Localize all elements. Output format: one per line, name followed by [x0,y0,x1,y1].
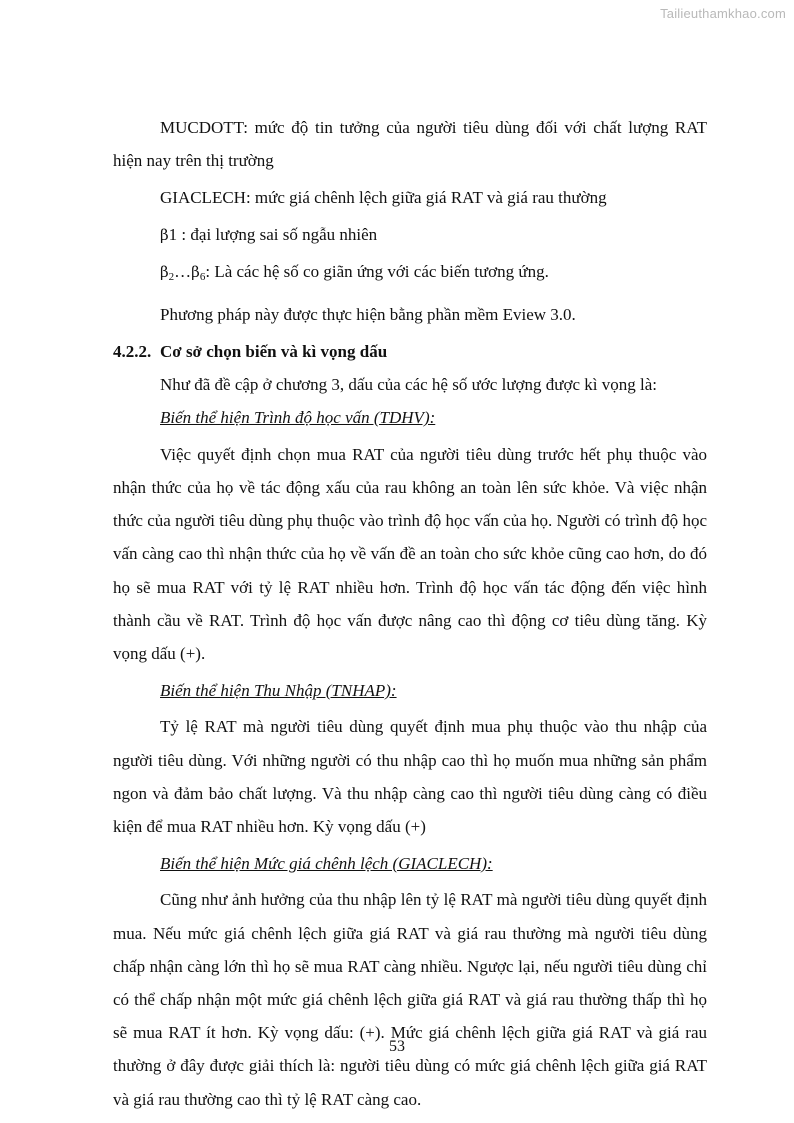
variable-heading-giaclech: Biến thể hiện Mức giá chênh lệch (GIACLECH): [160,853,493,873]
mucdott-definition: MUCDOTT: mức độ tin tưởng của người tiêu dùng đối với chất lượng RAT hiện nay trên thị trường [113,118,707,171]
variable-heading-tdhv: Biến thể hiện Trình độ học vấn (TDHV): [160,408,436,428]
giaclech-definition: GIACLECH: mức giá chênh lệch giữa giá RAT và giá rau thường [160,187,607,207]
beta-symbol: β [160,263,169,282]
section-intro: Như đã đề cập ở chương 3, dấu của các hệ số ước lượng được kì vọng là: [160,374,657,394]
beta2-6-text: : Là các hệ số co giãn ứng với các biến tương ứng. [205,262,549,282]
section-title: Cơ sở chọn biến và kì vọng dấu [160,341,388,361]
beta-subscript-6: 6 [199,271,206,284]
method-note: Phương pháp này được thực hiện bằng phần mềm Eview 3.0. [160,305,576,325]
variable-body-giaclech: Cũng như ảnh hưởng của thu nhập lên tỷ lệ RAT mà người tiêu dùng quyết định mua. Nếu mức giá chênh lệch giữa giá RAT và giá rau thường mà người tiêu dùng chấp nhận càng lớn thì họ sẽ mua RAT càng nhiều. Ngược lại, nếu người tiêu dùng chỉ có thể chấp nhận một mức giá chênh lệch giữa giá RAT và giá rau thường thấp thì họ sẽ mua RAT ít hơn. Kỳ vọng dấu: (+). Mức giá chênh lệch giữa giá RAT và giá rau thường ở đây được giải thích là: người tiêu dùng có mức giá chênh lệch giữa giá RAT và giá rau thường cao thì tỷ lệ RAT càng cao. [113,890,707,1109]
section-heading [113,335,707,368]
page-number: 53 [389,1038,405,1055]
variable-body-tnhap: Tỷ lệ RAT mà người tiêu dùng quyết định mua phụ thuộc vào thu nhập của người tiêu dùng. Với những người có thu nhập cao thì họ muốn mua những sản phẩm ngon và đảm bảo chất lượng. Và thu nhập càng cao thì người tiêu dùng càng có điều kiện để mua RAT nhiều hơn. Kỳ vọng dấu (+) [113,717,707,837]
beta2-6-definition [113,255,707,294]
beta1-text: 1 : đại lượng sai số ngẫu nhiên [168,224,378,244]
section-number: 4.2.2. [113,341,152,361]
variable-heading-tnhap: Biến thể hiện Thu Nhập (TNHAP): [160,680,397,700]
beta-subscript-2: 2 [168,271,175,284]
beta1-definition [113,218,707,252]
ellipsis: … [174,262,192,282]
watermark: Tailieuthamkhao.com [660,6,786,21]
page-body [113,111,707,1116]
variable-body-tdhv: Việc quyết định chọn mua RAT của người tiêu dùng trước hết phụ thuộc vào nhận thức của họ về tác động xấu của rau không an toàn lên sức khỏe. Và việc nhận thức của người tiêu dùng phụ thuộc vào trình độ học vấn của họ. Người có trình độ học vấn càng cao thì nhận thức của họ về vấn đề an toàn cho sức khỏe cũng cao hơn, do đó họ sẽ mua RAT với tỷ lệ RAT nhiều hơn. Trình độ học vấn tác động đến việc hình thành cầu về RAT. Trình độ học vấn được nâng cao thì động cơ tiêu dùng tăng. Kỳ vọng dấu (+). [113,444,707,664]
beta-symbol: β [160,225,169,244]
beta-symbol: β [191,263,200,282]
